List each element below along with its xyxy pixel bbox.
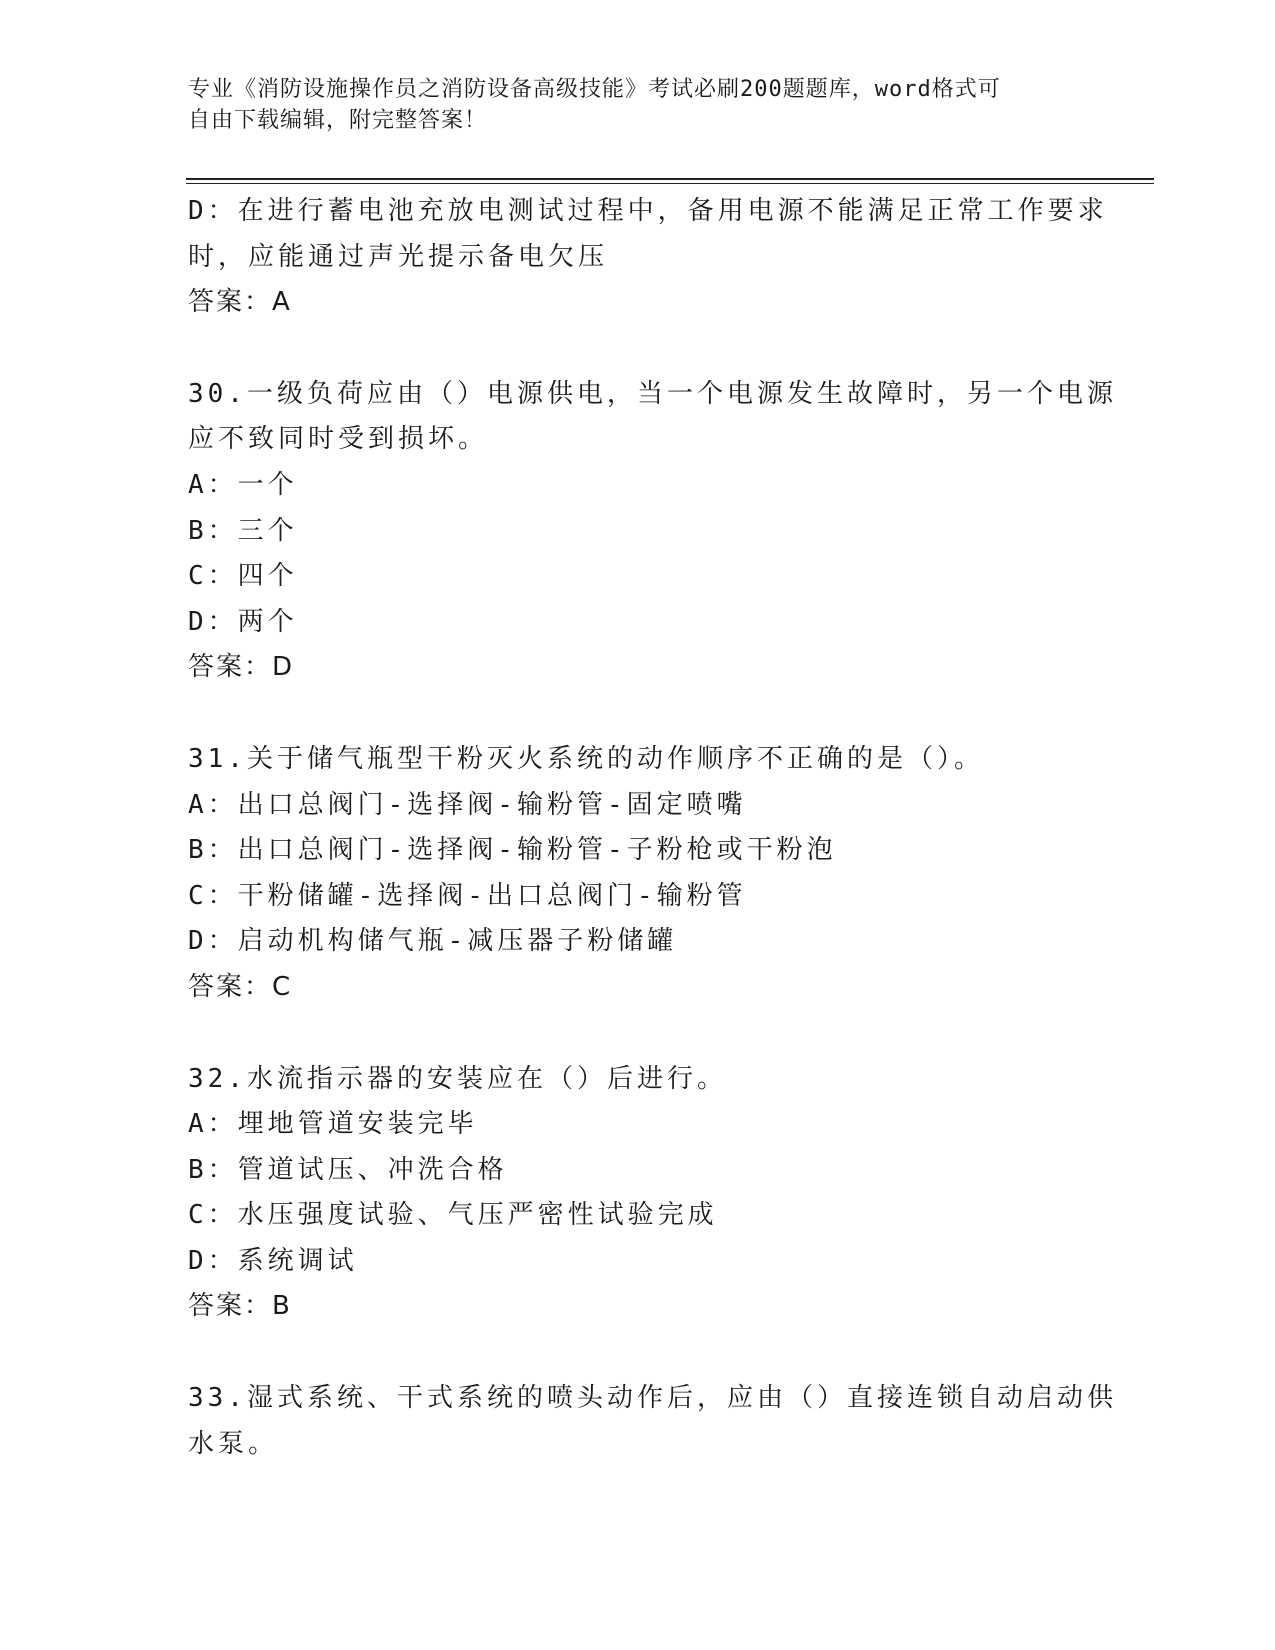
answer-line: 答案：D — [188, 652, 295, 683]
option-d-continued: 时，应能通过声光提示备电欠压 — [188, 241, 609, 272]
header-divider-thin — [186, 183, 1154, 184]
header-line-1: 专业《消防设施操作员之消防设备高级技能》考试必刷200题题库，word格式可 — [188, 77, 1001, 102]
option-c: C：干粉储罐-选择阀-出口总阀门-输粉管 — [188, 880, 747, 911]
question-stem-continued: 应不致同时受到损坏。 — [188, 424, 489, 455]
answer-line: 答案：B — [188, 1291, 292, 1322]
question-30 — [188, 372, 1117, 691]
question-stem: 32.水流指示器的安装应在（）后进行。 — [188, 1063, 727, 1094]
option-c: C：四个 — [188, 561, 298, 592]
document-header — [188, 74, 1068, 136]
option-a: A：出口总阀门-选择阀-输粉管-固定喷嘴 — [188, 789, 747, 820]
option-b: B：三个 — [188, 515, 298, 546]
answer-line: 答案：A — [188, 287, 292, 318]
option-d: D：系统调试 — [188, 1245, 358, 1276]
header-line-2: 自由下载编辑，附完整答案！ — [188, 108, 488, 133]
option-a: A：埋地管道安装完毕 — [188, 1109, 478, 1140]
question-33 — [188, 1376, 1117, 1467]
question-31 — [188, 737, 1088, 1011]
option-b: B：管道试压、冲洗合格 — [188, 1154, 508, 1185]
header-divider-thick — [186, 178, 1154, 180]
question-32 — [188, 1057, 1088, 1331]
document-body — [188, 189, 1117, 1467]
question-stem: 31.关于储气瓶型干粉灭火系统的动作顺序不正确的是（）。 — [188, 743, 984, 774]
question-stem-continued: 水泵。 — [188, 1428, 279, 1459]
previous-question-tail — [188, 189, 1108, 326]
question-stem: 33.湿式系统、干式系统的喷头动作后，应由（）直接连锁自动启动供 — [188, 1383, 1117, 1414]
option-b: B：出口总阀门-选择阀-输粉管-子粉枪或干粉泡 — [188, 835, 837, 866]
option-a: A：一个 — [188, 469, 298, 500]
answer-line: 答案：C — [188, 971, 293, 1002]
option-d: D：启动机构储气瓶-减压器子粉储罐 — [188, 926, 678, 957]
question-stem: 30.一级负荷应由（）电源供电，当一个电源发生故障时，另一个电源 — [188, 378, 1117, 409]
option-d: D：在进行蓄电池充放电测试过程中，备用电源不能满足正常工作要求 — [188, 196, 1108, 226]
option-c: C：水压强度试验、气压严密性试验完成 — [188, 1200, 718, 1231]
option-d: D：两个 — [188, 606, 298, 637]
